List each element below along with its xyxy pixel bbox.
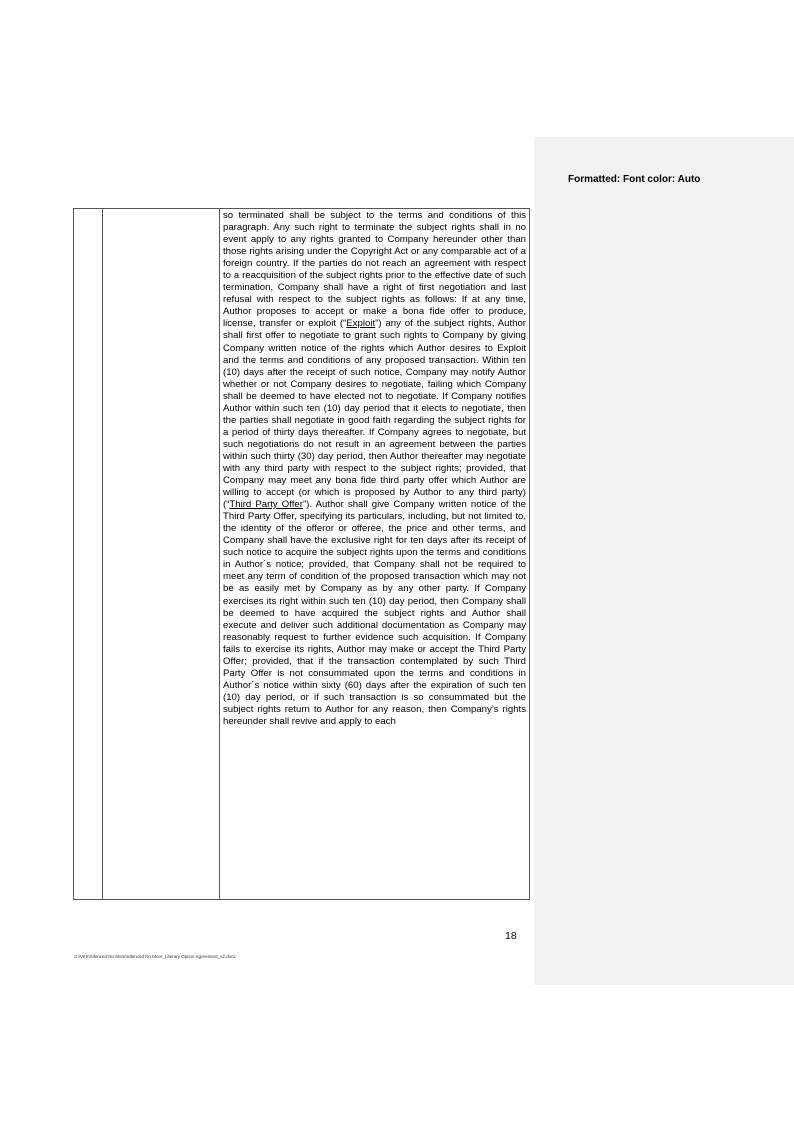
clause-heading-cell [103,209,220,900]
clause-text-run: so terminated shall be subject to the terms and conditions of this paragraph. Any such right to terminate the subject rights shall in no event apply to any rights granted to Company hereunder other than those rights arising under the Copyright Act or any comparable act of a foreign country. If the parties do not reach an agreement with respect to a reacquisition of the subject rights prior to the effective date of such termination, Company shall have a right of first negotiation and last refusal with respect to the subject rights as follows: If at any time, Author proposes to accept or make a bona fide offer to produce, license, transfer or exploit (“ [223,210,526,330]
clause-table [73,208,530,900]
page-number: 18 [505,930,517,942]
clause-number-cell [74,209,103,900]
table-row [74,209,530,900]
defined-term: Exploit [346,318,376,330]
clause-text-run: ”). Author shall give Company written notice of the Third Party Offer, specifying its particulars, including, but not limited to, the identity of the offeror or offeree, the price and other terms, and Company shall have the exclusive right for ten days after its receipt of such notice to acquire the subject rights upon the terms and conditions in Author´s notice; provided, that Company shall not be required to meet any term of condition of the proposed transaction which may not be as easily met by Company as by any other party. If Company exercises its right within such ten (10) day period, then Company shall be deemed to have acquired the subject rights and Author shall execute and deliver such additional documentation as Company may reasonably request to further evidence such acquisition. If Company fails to exercise its rights, Author may make or accept the Third Party Offer; provided, that if the transaction contemplated by such Third Party Offer is not consummated upon the terms and conditions in Author´s notice within sixty (60) days after the expiration of such ten (10) day period, or if such transaction is so consummated but the subject rights return to Author for any reason, then Company’s rights hereunder shall revive and apply to each [223,499,527,727]
clause-text-run: ”) any of the subject rights, Author shall first offer to negotiate to grant such rights to Company by giving Company written notice of the rights which Author desires to Exploit and the terms and conditions of any proposed transaction. Within ten (10) days after the receipt of such notice, Company may notify Author whether or not Company desires to negotiate, failing which Company shall be deemed to have elected not to negotiate. If Company notifies Author within such ten (10) day period that it elects to negotiate, then the parties shall negotiate in good faith regarding the subject rights for a period of thirty days thereafter. If Company agrees to negotiate, but such negotiations do not result in an agreement between the parties within such thirty (30) day period, then Author thereafter may negotiate with any third party with respect to the subject rights; provided, that Company may meet any bona fide third party offer which Author are willing to accept (or which is proposed by Author to any third party) (“ [223,318,526,511]
defined-term: Third Party Offer [229,499,303,511]
clause-text-cell[interactable] [220,209,530,900]
comments-pane [534,137,794,985]
comment-balloon[interactable]: Formatted: Font color: Auto [568,174,701,185]
footer-file-path: G:\VIIS\Silenced No More\Silenced No More_Literary Option Agreement_v2.docx [74,954,236,959]
clause-body-text[interactable] [220,209,529,899]
